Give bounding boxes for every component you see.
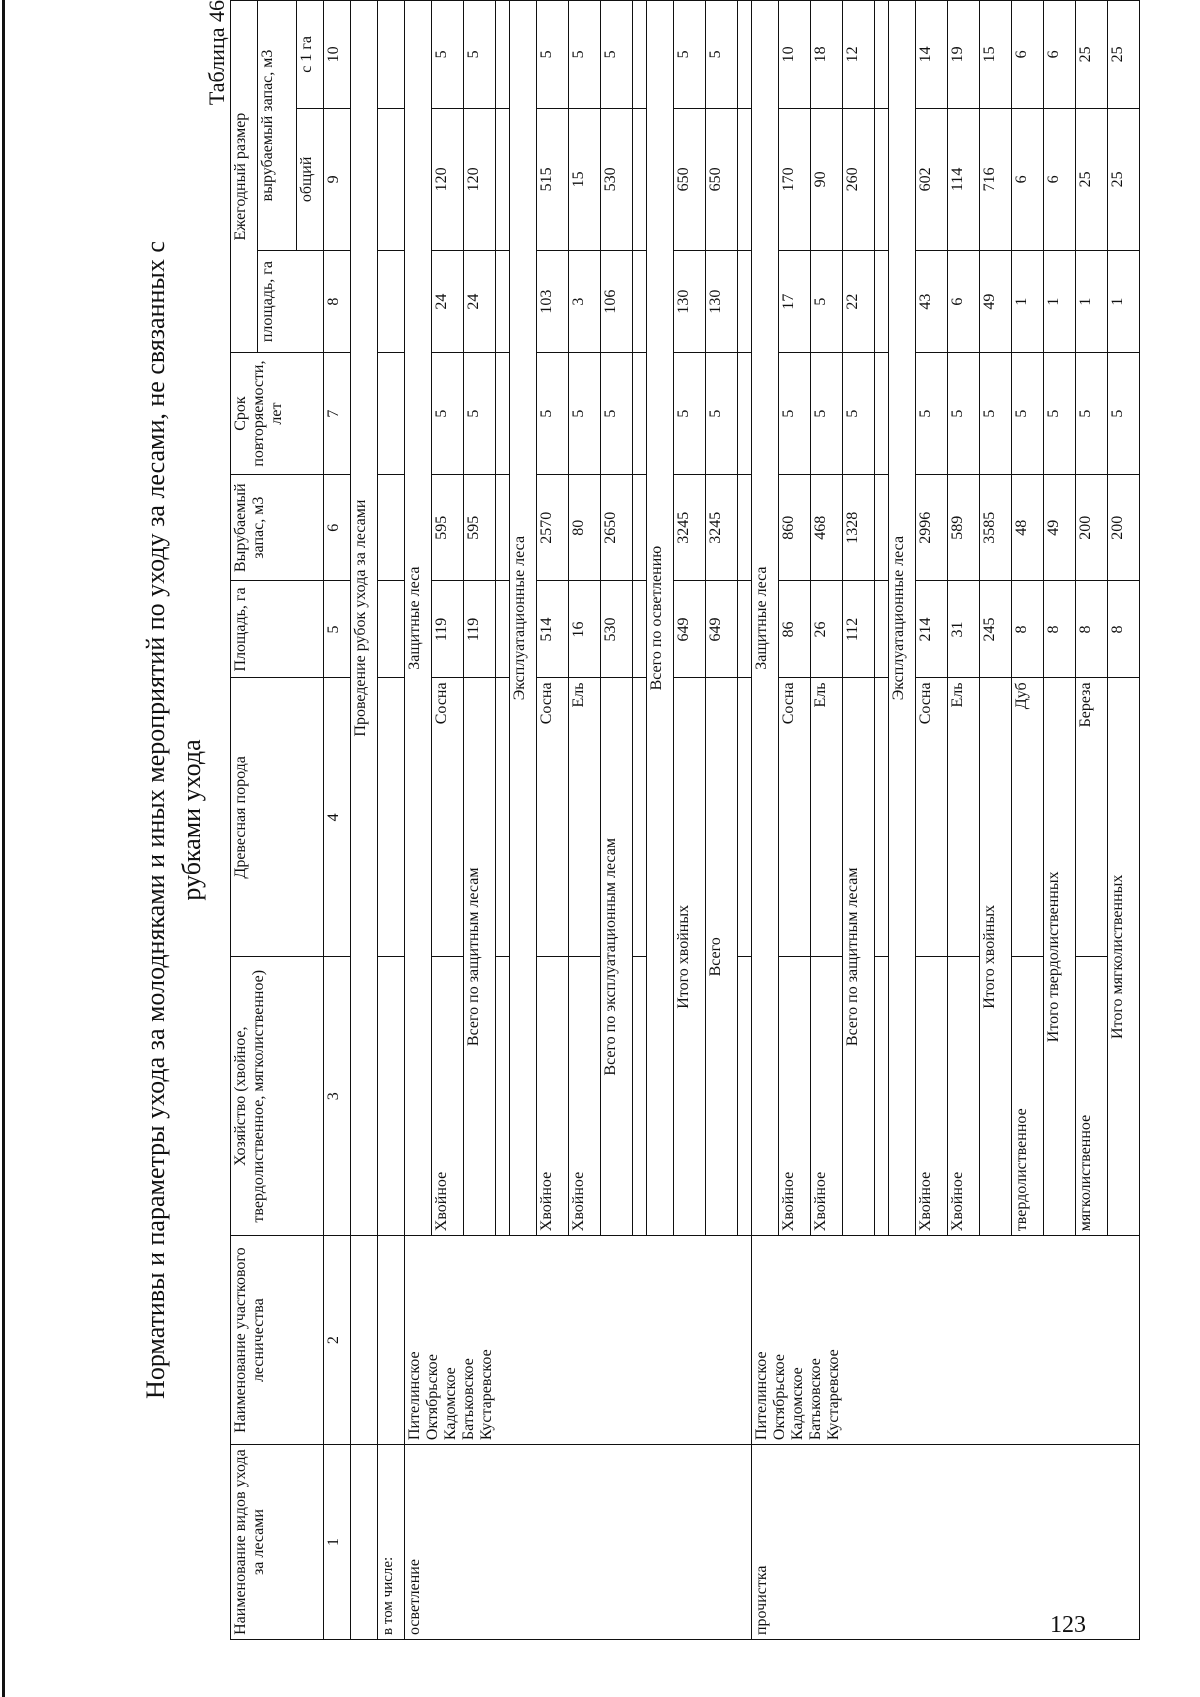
value-cell: 595 [464,474,496,581]
value-cell: 112 [843,581,875,678]
value-cell: 5 [843,353,875,475]
value-cell: 5 [706,1,738,109]
column-number-cell: 10 [324,1,351,109]
farm-type-cell: мягколиственное [1076,957,1108,1236]
species-cell: Береза [1076,678,1108,957]
value-cell: 2996 [916,474,948,581]
value-cell: 6 [1044,1,1076,109]
district-name: Кустаревское [825,1349,842,1441]
column-number-cell: 2 [324,1236,351,1445]
empty-cell [378,1,405,109]
value-cell: 2650 [601,474,633,581]
value-cell: 245 [980,581,1012,678]
value-cell: 49 [980,250,1012,352]
value-cell: 468 [811,474,843,581]
value-cell: 19 [948,1,980,109]
value-cell: 530 [601,108,633,250]
column-number-cell: 1 [324,1445,351,1640]
document-title [138,0,210,1640]
value-cell: 22 [843,250,875,352]
column-number-row [324,1,351,1640]
norms-table [230,0,1140,1640]
species-cell: Ель [569,678,601,957]
value-cell: 514 [537,581,569,678]
value-cell: 130 [674,250,706,352]
value-cell: 5 [980,353,1012,475]
farm-type-cell: Хвойное [432,957,464,1236]
value-cell: 15 [980,1,1012,109]
header-cell: Срок повторяемости, лет [231,353,324,475]
district-name: Кустаревское [478,1349,495,1441]
operation-name-cell: осветление [405,1445,752,1640]
value-cell: 16 [569,581,601,678]
species-cell: Сосна [537,678,569,957]
value-cell: 5 [1012,353,1044,475]
empty-cell [633,250,647,352]
value-cell: 120 [432,108,464,250]
empty-cell [738,1,752,109]
value-cell: 8 [1044,581,1076,678]
empty-cell [351,1236,378,1445]
value-cell: 650 [674,108,706,250]
value-cell: 1 [1108,250,1140,352]
header-cell: Ежегодный размер [231,1,258,353]
farm-type-cell: твердолиственное [1012,957,1044,1236]
empty-cell [875,678,889,957]
header-cell: Древесная порода [231,678,324,957]
value-cell: 3 [569,250,601,352]
column-number-cell: 4 [324,678,351,957]
empty-cell [875,957,889,1236]
value-cell: 5 [569,1,601,109]
district-list-cell [405,1236,752,1445]
table-body [351,1,1140,1640]
value-cell: 3585 [980,474,1012,581]
subtotal-label: Всего по эксплуатационным лесам [601,678,633,1236]
value-cell: 170 [779,108,811,250]
empty-cell [378,108,405,250]
value-cell: 25 [1076,108,1108,250]
district-list-cell [752,1236,1140,1445]
header-cell: с 1 га [297,1,324,109]
header-cell: площадь, га [258,250,324,352]
value-cell: 48 [1012,474,1044,581]
empty-cell [378,1236,405,1445]
value-cell: 106 [601,250,633,352]
value-cell: 8 [1108,581,1140,678]
empty-cell [875,108,889,250]
empty-cell [496,581,510,678]
empty-cell [738,474,752,581]
page-number: 123 [1050,1612,1086,1638]
species-cell: Сосна [432,678,464,957]
value-cell: 5 [674,353,706,475]
empty-cell [738,678,752,957]
empty-cell [738,250,752,352]
subtotal-label: Итого хвойных [980,678,1012,1236]
value-cell: 120 [464,108,496,250]
value-cell: 5 [811,353,843,475]
subtotal-label: Итого твердолиственных [1044,678,1076,1236]
value-cell: 6 [948,250,980,352]
section-header-cell: Эксплуатационные леса [510,1,537,1236]
column-number-cell: 6 [324,474,351,581]
value-cell: 5 [674,1,706,109]
empty-cell [378,957,405,1236]
district-name: Пителинское [753,1351,770,1441]
value-cell: 90 [811,108,843,250]
value-cell: 860 [779,474,811,581]
page-left-border [2,0,5,1697]
farm-type-cell: Хвойное [569,957,601,1236]
table-row [378,1,405,1640]
value-cell: 119 [432,581,464,678]
species-cell: Ель [811,678,843,957]
value-cell: 602 [916,108,948,250]
empty-cell [378,250,405,352]
empty-cell [875,474,889,581]
column-number-cell: 8 [324,250,351,352]
table-row [752,1,779,1640]
value-cell: 86 [779,581,811,678]
species-cell: Ель [948,678,980,957]
section-header-cell: Всего по осветлению [647,1,674,1236]
district-name: Октябрьское [771,1354,788,1441]
value-cell: 5 [464,353,496,475]
column-number-cell: 9 [324,108,351,250]
value-cell: 5 [601,353,633,475]
farm-type-cell: Хвойное [537,957,569,1236]
value-cell: 214 [916,581,948,678]
header-cell: Наименование видов ухода за лесами [231,1445,324,1640]
district-name: Кадомское [442,1367,459,1441]
section-header-cell: Эксплуатационные леса [889,1,916,1236]
empty-cell [633,474,647,581]
header-cell: Вырубаемый запас, м3 [231,474,324,581]
value-cell: 43 [916,250,948,352]
empty-cell [496,957,510,1236]
subtotal-label: Итого мягколиственных [1108,678,1140,1236]
value-cell: 5 [1108,353,1140,475]
farm-type-cell: Хвойное [948,957,980,1236]
value-cell: 25 [1076,1,1108,109]
value-cell: 10 [779,1,811,109]
empty-cell [633,353,647,475]
value-cell: 5 [916,353,948,475]
value-cell: 5 [601,1,633,109]
value-cell: 5 [432,1,464,109]
section-header-cell: Защитные леса [752,1,779,1236]
value-cell: 200 [1108,474,1140,581]
value-cell: 24 [464,250,496,352]
value-cell: 3245 [706,474,738,581]
value-cell: 1 [1012,250,1044,352]
empty-cell [633,581,647,678]
district-name: Батьковское [460,1358,477,1441]
header-cell: Наименование участкового лесничества [231,1236,324,1445]
empty-cell [875,353,889,475]
header-cell: вырубаемый запас, м3 [258,1,297,251]
value-cell: 5 [537,353,569,475]
species-cell: Сосна [779,678,811,957]
rotated-page-content [138,0,1200,1640]
value-cell: 31 [948,581,980,678]
subtotal-label: Итого хвойных [674,678,706,1236]
value-cell: 12 [843,1,875,109]
value-cell: 530 [601,581,633,678]
value-cell: 49 [1044,474,1076,581]
value-cell: 103 [537,250,569,352]
value-cell: 17 [779,250,811,352]
empty-cell [496,474,510,581]
value-cell: 2570 [537,474,569,581]
empty-cell [351,1445,378,1640]
value-cell: 5 [537,1,569,109]
value-cell: 5 [1076,353,1108,475]
value-cell: 119 [464,581,496,678]
value-cell: 260 [843,108,875,250]
value-cell: 6 [1044,108,1076,250]
value-cell: 1 [1076,250,1108,352]
empty-cell [633,1,647,109]
value-cell: 5 [811,250,843,352]
header-cell: общий [297,108,324,250]
empty-cell [875,250,889,352]
empty-cell [496,678,510,957]
value-cell: 24 [432,250,464,352]
header-cell: Площадь, га [231,581,324,678]
empty-cell [496,250,510,352]
operation-name-cell: прочистка [752,1445,1140,1640]
farm-type-cell: Хвойное [811,957,843,1236]
value-cell: 5 [948,353,980,475]
value-cell: 5 [779,353,811,475]
value-cell: 80 [569,474,601,581]
empty-cell [633,957,647,1236]
value-cell: 1 [1044,250,1076,352]
empty-cell [738,957,752,1236]
header-cell: Хозяйство (хвойное, твердолиственное, мягколиственное) [231,957,324,1236]
value-cell: 18 [811,1,843,109]
empty-cell [496,1,510,109]
section-header-cell: Проведение рубок ухода за лесами [351,1,378,1236]
empty-cell [738,108,752,250]
value-cell: 5 [464,1,496,109]
value-cell: 515 [537,108,569,250]
value-cell: 8 [1076,581,1108,678]
district-name: Октябрьское [424,1354,441,1441]
column-number-cell: 7 [324,353,351,475]
value-cell: 589 [948,474,980,581]
value-cell: 6 [1012,1,1044,109]
value-cell: 8 [1012,581,1044,678]
district-name: Батьковское [807,1358,824,1441]
district-name: Кадомское [789,1367,806,1441]
table-label: Таблица 46 [204,0,229,106]
value-cell: 650 [706,108,738,250]
value-cell: 5 [1044,353,1076,475]
column-number-cell: 3 [324,957,351,1236]
value-cell: 5 [569,353,601,475]
title-line: рубками ухода [177,739,206,901]
title-line: Нормативы и параметры ухода за молодняками и иных мероприятий по уходу за лесами, не связанных с [141,241,170,1399]
empty-cell [875,1,889,109]
empty-cell [633,678,647,957]
empty-cell [738,353,752,475]
empty-cell [738,581,752,678]
empty-cell [378,678,405,957]
value-cell: 3245 [674,474,706,581]
empty-cell [633,108,647,250]
value-cell: 200 [1076,474,1108,581]
empty-cell [875,581,889,678]
farm-type-cell: Хвойное [916,957,948,1236]
value-cell: 1328 [843,474,875,581]
section-label-cell: в том числе: [378,1445,405,1640]
district-name: Пителинское [406,1351,423,1441]
column-number-cell: 5 [324,581,351,678]
farm-type-cell: Хвойное [779,957,811,1236]
subtotal-label: Всего по защитным лесам [843,678,875,1236]
value-cell: 130 [706,250,738,352]
table-row [405,1,432,1640]
value-cell: 595 [432,474,464,581]
value-cell: 5 [432,353,464,475]
value-cell: 5 [706,353,738,475]
value-cell: 15 [569,108,601,250]
subtotal-label: Всего по защитным лесам [464,678,496,1236]
empty-cell [378,353,405,475]
value-cell: 25 [1108,1,1140,109]
table-row [351,1,378,1640]
value-cell: 649 [706,581,738,678]
value-cell: 114 [948,108,980,250]
subtotal-label: Всего [706,678,738,1236]
value-cell: 14 [916,1,948,109]
empty-cell [496,108,510,250]
empty-cell [378,581,405,678]
value-cell: 649 [674,581,706,678]
species-cell: Сосна [916,678,948,957]
value-cell: 25 [1108,108,1140,250]
empty-cell [496,353,510,475]
value-cell: 716 [980,108,1012,250]
species-cell: Дуб [1012,678,1044,957]
value-cell: 26 [811,581,843,678]
empty-cell [378,474,405,581]
section-header-cell: Защитные леса [405,1,432,1236]
value-cell: 6 [1012,108,1044,250]
